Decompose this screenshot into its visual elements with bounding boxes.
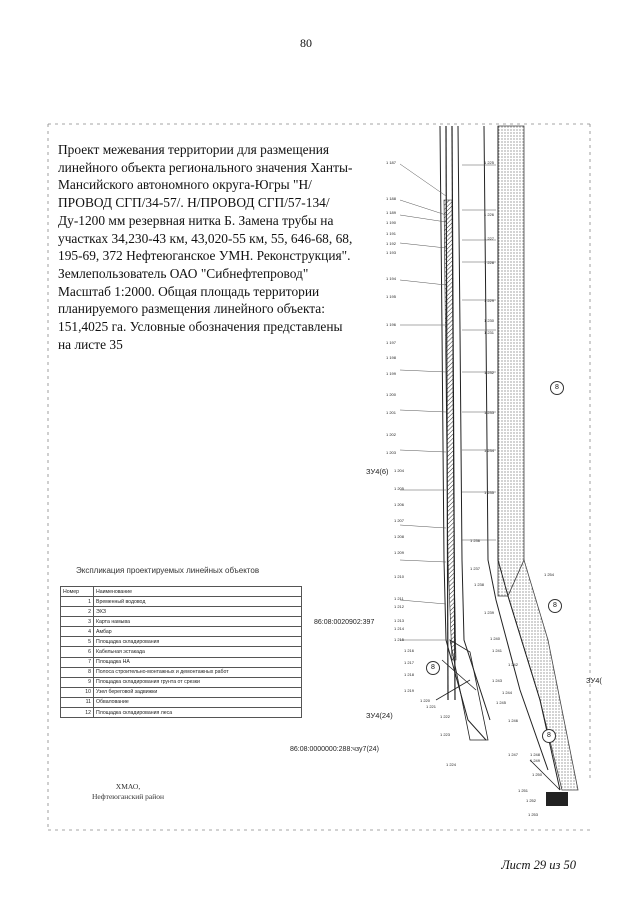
point-label: 1 234 <box>484 448 495 453</box>
region-line: Нефтеюганский район <box>91 792 165 801</box>
zone-bubble: 8 <box>548 599 562 613</box>
point-label: 1 200 <box>386 392 397 397</box>
legend-row <box>61 687 302 697</box>
zone-bubble: 8 <box>426 661 440 675</box>
point-label: 1 220 <box>420 698 431 703</box>
legend-row <box>61 667 302 677</box>
point-label: 1 212 <box>394 604 405 609</box>
point-label: 1 245 <box>496 700 507 705</box>
point-label: 1 229 <box>484 298 495 303</box>
region-line: ХМАО, <box>115 782 141 791</box>
legend-table <box>60 586 302 718</box>
legend-row <box>61 647 302 657</box>
legend-row <box>61 597 302 607</box>
point-label: 1 202 <box>386 432 397 437</box>
legend-row-number: 8 <box>61 667 94 677</box>
legend-row-number: 4 <box>61 627 94 637</box>
point-label: 1 188 <box>386 196 397 201</box>
point-label: 1 242 <box>508 662 519 667</box>
point-label: 1 228 <box>484 260 495 265</box>
point-label: 1 218 <box>404 672 415 677</box>
point-label: 1 215 <box>394 637 405 642</box>
point-label: 1 217 <box>404 660 415 665</box>
legend-row-number: 10 <box>61 687 94 697</box>
legend-row <box>61 637 302 647</box>
point-label: 1 192 <box>386 241 397 246</box>
legend-row-name: Кабельная эстакада <box>94 647 302 657</box>
document-title: Проект межевания территории для размещения линейного объекта регионального значения Ханты-Мансийского автономного округа-Югры "Н/ПРОВОД СГП/34-57/. Н/ПРОВОД СГП/57-134/Ду-1200 мм резервная нитка Б. Замена трубы на участках 34,230-43 км, 43,020-55 км, 55, 646-68, 68, 195-69, 372 Нефтеюганское УМН. Реконструкция". Землепользователь ОАО "Сибнефтепровод" Масштаб 1:2000. Общая площадь территории планируемого размещения линейного объекта: 151,4025 га. Условные обозначения представлены на листе 35 <box>58 142 353 352</box>
zone-bubble: 8 <box>542 729 556 743</box>
legend-row-number: 3 <box>61 617 94 627</box>
point-label: 1 223 <box>440 732 451 737</box>
legend-title: Экспликация проектируемых линейных объектов <box>76 566 260 575</box>
land-plot-label: ЗУ4(24) <box>366 711 393 720</box>
point-label: 1 251 <box>518 788 529 793</box>
point-label: 1 246 <box>508 718 519 723</box>
legend-row-number: 2 <box>61 607 94 617</box>
legend-row-name: Площадка складирования <box>94 637 302 647</box>
cadastral-number: 86:08:0020902:397 <box>314 619 375 626</box>
legend-header-number: Номер <box>61 587 94 597</box>
legend-row <box>61 708 302 718</box>
point-label: 1 204 <box>394 468 405 473</box>
legend-row-name: Полоса строительно-монтажных и демонтажных работ <box>94 667 302 677</box>
point-label: 1 231 <box>484 330 495 335</box>
point-label: 1 219 <box>404 688 415 693</box>
point-label: 1 232 <box>484 370 495 375</box>
legend-row-number: 1 <box>61 597 94 607</box>
point-label: 1 196 <box>386 322 397 327</box>
region-label <box>88 782 168 802</box>
legend-row <box>61 617 302 627</box>
point-label: 1 239 <box>484 610 495 615</box>
point-label: 1 233 <box>484 410 495 415</box>
point-label: 1 240 <box>490 636 501 641</box>
legend-row-number: 11 <box>61 697 94 707</box>
page-number: 80 <box>300 36 312 50</box>
point-label: 1 201 <box>386 410 397 415</box>
land-plot-label: ЗУ4(6) <box>366 467 389 476</box>
point-label: 1 195 <box>386 294 397 299</box>
point-label: 1 227 <box>484 236 495 241</box>
point-label: 1 244 <box>502 690 513 695</box>
legend-row-number: 12 <box>61 708 94 718</box>
legend-row-number: 7 <box>61 657 94 667</box>
cadastral-number: 86:08:0000000:288:чзу7(24) <box>290 746 379 753</box>
point-label: 1 199 <box>386 371 397 376</box>
point-label: 1 241 <box>492 648 503 653</box>
point-label: 1 191 <box>386 231 397 236</box>
point-label: 1 187 <box>386 160 397 165</box>
point-label: 1 211 <box>394 596 404 601</box>
point-label: 1 198 <box>386 355 397 360</box>
legend-row <box>61 697 302 707</box>
point-label: 1 225 <box>484 160 495 165</box>
point-label: 1 194 <box>386 276 397 281</box>
legend-row-name: Временный водовод <box>94 597 302 607</box>
legend-row-number: 9 <box>61 677 94 687</box>
legend-row-name: ЭХЗ <box>94 607 302 617</box>
land-plot-label: ЗУ4( <box>586 676 602 685</box>
legend-row-name: Площадка складирования леса <box>94 708 302 718</box>
point-label: 1 250 <box>532 772 543 777</box>
legend-row-name: Амбар <box>94 627 302 637</box>
point-label: 1 193 <box>386 250 397 255</box>
point-label: 1 209 <box>394 550 405 555</box>
point-label: 1 222 <box>440 714 451 719</box>
legend-row-name: Площадка складирования грунта от срезки <box>94 677 302 687</box>
legend-row-name: Площадка НА <box>94 657 302 667</box>
zone-bubble: 8 <box>550 381 564 395</box>
legend-row-name: Обвалование <box>94 697 302 707</box>
point-label: 1 243 <box>492 678 503 683</box>
point-label: 1 230 <box>484 318 495 323</box>
legend-row <box>61 627 302 637</box>
point-label: 1 205 <box>394 486 405 491</box>
legend-row <box>61 657 302 667</box>
point-label: 1 236 <box>470 538 481 543</box>
point-label: 1 253 <box>528 812 539 817</box>
point-label: 1 206 <box>394 502 405 507</box>
point-label: 1 189 <box>386 210 397 215</box>
point-label: 1 252 <box>526 798 537 803</box>
legend-row <box>61 607 302 617</box>
legend-row <box>61 677 302 687</box>
point-label: 1 221 <box>426 704 437 709</box>
point-label: 1 208 <box>394 534 405 539</box>
point-label: 1 248 <box>530 752 541 757</box>
legend-row-name: Карта намыва <box>94 617 302 627</box>
sheet-number: Лист 29 из 50 <box>501 858 576 872</box>
legend-row-name: Узел береговой задвижки <box>94 687 302 697</box>
point-label: 1 216 <box>404 648 415 653</box>
point-label: 1 214 <box>394 626 405 631</box>
legend-header-row <box>61 587 302 597</box>
legend-row-number: 6 <box>61 647 94 657</box>
point-label: 1 247 <box>508 752 519 757</box>
point-label: 1 249 <box>530 758 541 763</box>
point-label: 1 213 <box>394 618 405 623</box>
point-label: 1 238 <box>474 582 485 587</box>
legend-header-name: Наименование <box>94 587 302 597</box>
point-label: 1 210 <box>394 574 405 579</box>
point-label: 1 207 <box>394 518 405 523</box>
legend-row-number: 5 <box>61 637 94 647</box>
point-label: 1 237 <box>470 566 481 571</box>
point-label: 1 235 <box>484 490 495 495</box>
point-label: 1 224 <box>446 762 457 767</box>
point-label: 1 226 <box>484 212 495 217</box>
point-label: 1 197 <box>386 340 397 345</box>
point-label: 1 190 <box>386 220 397 225</box>
point-label: 1 254 <box>544 572 555 577</box>
point-label: 1 203 <box>386 450 397 455</box>
